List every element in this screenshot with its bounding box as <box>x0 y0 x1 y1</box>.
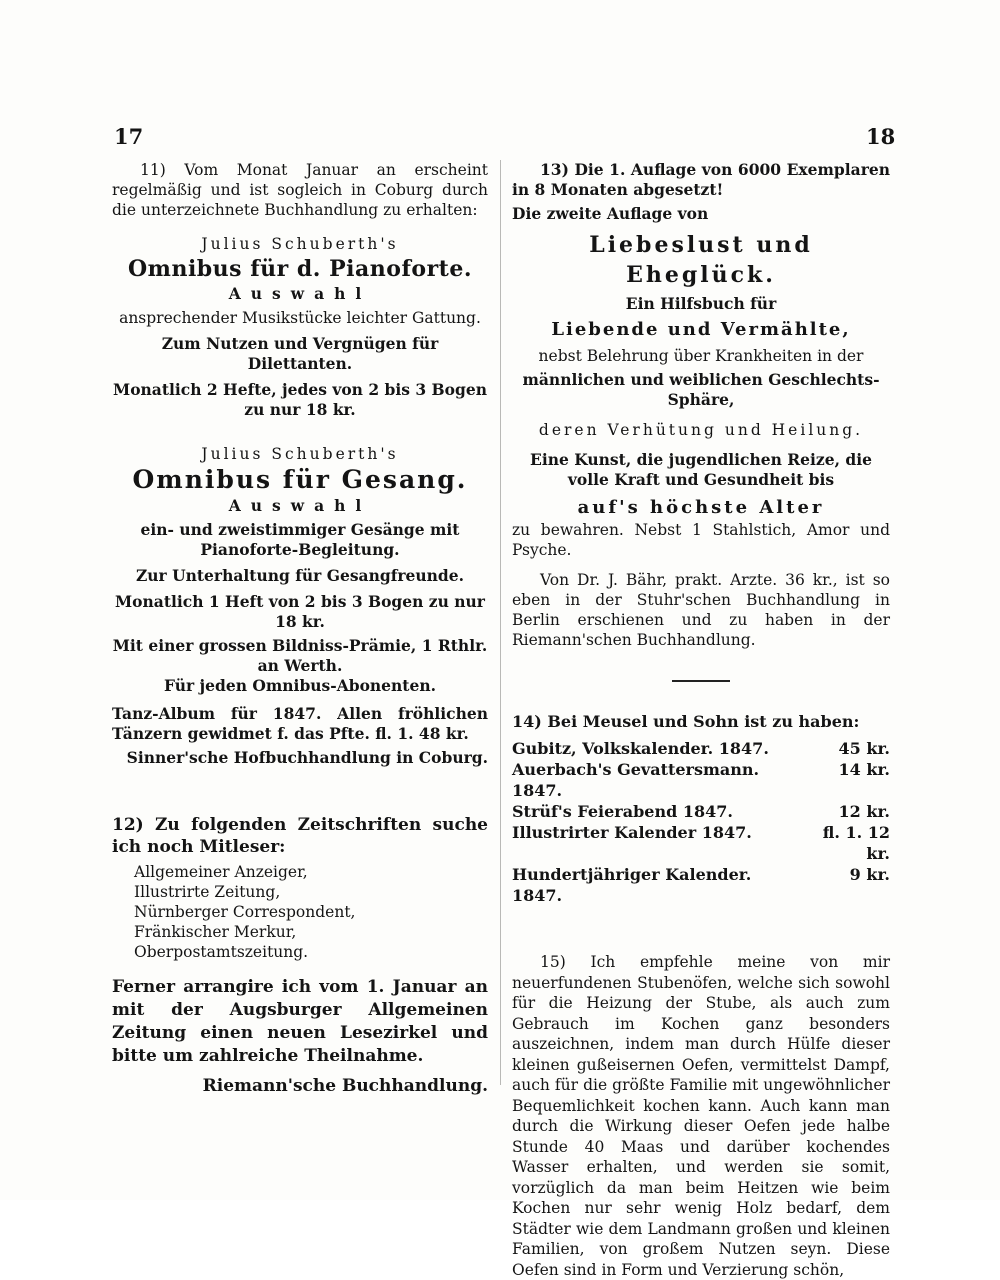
book-subtitle-4: männlichen und weiblichen Geschlechts-Sphäre, <box>522 370 880 409</box>
right-column <box>512 160 890 1280</box>
calendar-title: Illustrirter Kalender 1847. <box>512 823 752 842</box>
journal-list <box>112 862 488 962</box>
calendar-list <box>512 738 890 906</box>
calendar-price: 12 kr. <box>838 802 890 821</box>
ad-12-body: Ferner arrangire ich vom 1. Januar an mit der Augsburger Allgemeinen Zeitung einen neuen Lesezirkel und bitte um zahlreiche Theilnahme. <box>112 977 488 1066</box>
tanz-album-text: Tanz-Album für 1847. Allen fröhlichen Tänzern gewidmet f. das Pfte. <box>112 704 488 743</box>
premium-note: Mit einer grossen Bildniss-Prämie, 1 Rthlr. an Werth. <box>112 636 488 675</box>
calendar-title: Hundertjähriger Kalender. 1847. <box>512 865 752 905</box>
book-title-liebeslust: Liebeslust und Eheglück. <box>589 232 813 288</box>
publisher-name-1: Julius Schuberth's <box>201 235 399 253</box>
list-item <box>512 822 890 864</box>
ad-13-line-2: Die zweite Auflage von <box>512 204 709 223</box>
ad-13-body: Von Dr. J. Bähr, prakt. Arzte. 36 kr., ist so eben in der Stuhr'schen Buchhandlung in Berlin erschienen und zu haben in der Riemann'schen Buchhandlung. <box>512 571 890 649</box>
tanz-album-listing <box>112 704 488 744</box>
book-subtitle-5: deren Verhütung und Heilung. <box>538 421 864 439</box>
journal-item: Fränkischer Merkur, <box>134 923 297 941</box>
journal-item: Allgemeiner Anzeiger, <box>134 863 308 881</box>
ad-11-intro: 11) Vom Monat Januar an erscheint regelmäßig und ist sogleich in Coburg durch die unterzeichnete Buchhandlung zu erhalten: <box>112 161 488 219</box>
ad-12-heading: 12) Zu folgenden Zeitschriften suche ich noch Mitleser: <box>112 815 488 857</box>
purpose-1: Zum Nutzen und Vergnügen für Dilettanten. <box>161 334 439 373</box>
page-number-right: 18 <box>866 124 896 149</box>
ad-14-heading: 14) Bei Meusel und Sohn ist zu haben: <box>512 712 860 731</box>
book-subtitle-2: Liebende und Vermählte, <box>551 319 851 340</box>
calendar-title: Gubitz, Volkskalender. 1847. <box>512 739 769 758</box>
calendar-title: Auerbach's Gevattersmann. 1847. <box>512 760 760 800</box>
calendar-price: 9 kr. <box>849 865 890 884</box>
book-subtitle-8: zu bewahren. Nebst 1 Stahlstich, Amor und Psyche. <box>512 521 890 559</box>
section-rule <box>672 680 730 682</box>
book-subtitle-7: auf's höchste Alter <box>577 497 825 518</box>
journal-item: Nürnberger Correspondent, <box>134 903 356 921</box>
monthly-terms-1: Monatlich 2 Hefte, jedes von 2 bis 3 Bogen zu nur 18 kr. <box>113 380 487 419</box>
auswahl-label-1: Auswahl <box>228 284 372 303</box>
book-subtitle-3: nebst Belehrung über Krankheiten in der <box>538 347 864 365</box>
calendar-price: fl. 1. 12 kr. <box>822 823 890 863</box>
list-item <box>512 801 890 822</box>
purpose-2: Zur Unterhaltung für Gesangfreunde. <box>135 566 465 585</box>
book-subtitle-1: Ein Hilfsbuch für <box>625 294 777 313</box>
description-2: ein- und zweistimmiger Gesänge mit Pianoforte-Begleitung. <box>140 520 460 559</box>
page-number-left: 17 <box>114 124 144 149</box>
list-item <box>512 759 890 801</box>
description-1: ansprechender Musikstücke leichter Gattung. <box>119 309 481 327</box>
signature-riemann: Riemann'sche Buchhandlung. <box>202 1076 488 1096</box>
calendar-price: 14 kr. <box>838 760 890 779</box>
calendar-title: Strüf's Feierabend 1847. <box>512 802 733 821</box>
ad-13-line-1: 13) Die 1. Auflage von 6000 Exemplaren in 8 Monaten abgesetzt! <box>512 160 890 199</box>
list-item <box>512 738 890 759</box>
title-omnibus-pianoforte: Omnibus für d. Pianoforte. <box>128 256 472 282</box>
subscribers-note: Für jeden Omnibus-Abonenten. <box>163 676 436 695</box>
tanz-album-price: fl. 1. 48 kr. <box>375 724 469 743</box>
auswahl-label-2: Auswahl <box>228 496 372 515</box>
list-item <box>512 864 890 906</box>
calendar-price: 45 kr. <box>838 739 890 758</box>
publisher-name-2: Julius Schuberth's <box>201 445 399 463</box>
book-subtitle-6: Eine Kunst, die jugendlichen Reize, die volle Kraft und Gesundheit bis <box>530 450 872 489</box>
signature-sinner: Sinner'sche Hofbuchhandlung in Coburg. <box>126 748 488 767</box>
ad-15-body: 15) Ich empfehle meine von mir neuerfundenen Stubenöfen, welche sich sowohl für die Heizung der Stube, als auch zum Gebrauch im Kochen ganz besonders auszeichnen, indem man durch Hülfe dieser kleinen gußeisernen Oefen, vermittelst Dampf, auch für die größte Familie mit ungewöhnlicher Bequemlichkeit kochen kann. Auch kann man durch die Wirkung dieser Oefen jede halbe Stunde 40 Maas und darüber kochendes Wasser erhalten, und werden sie somit, vorzüglich da man beim Heitzen wie beim Kochen nur sehr wenig Holz bedarf, dem Städter wie dem Landmann großen und kleinen Familien, von großem Nutzen seyn. Diese Oefen sind in Form und Verzierung schön, <box>512 953 890 1279</box>
title-omnibus-gesang: Omnibus für Gesang. <box>132 465 468 494</box>
journal-item: Oberpostamtszeitung. <box>134 943 309 961</box>
column-divider <box>500 160 501 1085</box>
monthly-terms-2: Monatlich 1 Heft von 2 bis 3 Bogen zu nur 18 kr. <box>115 592 485 631</box>
journal-item: Illustrirte Zeitung, <box>134 883 281 901</box>
left-column <box>112 160 488 1096</box>
